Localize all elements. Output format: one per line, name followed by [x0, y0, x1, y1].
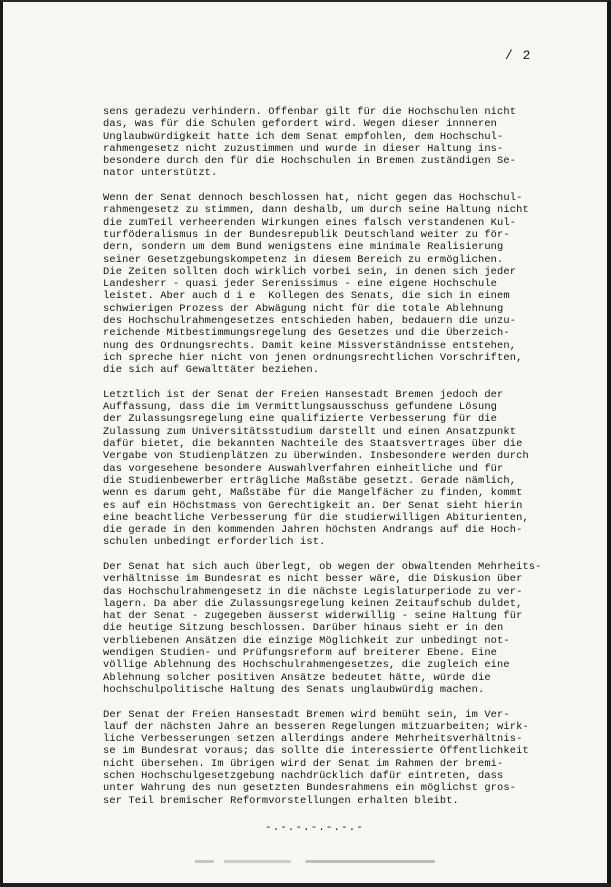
text-line: Auffassung, dass die im Vermittlungsausschuss gefundene Lösung: [103, 401, 498, 414]
text-line: eine beachtliche Verbesserung für die studierwilligen Abiturienten,: [103, 511, 529, 524]
text-line: die sich auf Gewalttäter beziehen.: [103, 364, 320, 377]
text-line: es auf ein Höchstmass von Gerechtigkeit an. Der Senat sieht hierin: [103, 499, 523, 512]
faded-stamp-mark: [195, 860, 435, 863]
text-line: ich spreche hier nicht von jenen ordnungsrechtlichen Vorschriften,: [103, 351, 523, 364]
text-line: des Hochschulrahmengesetzes entschieden haben, bedauern die unzu-: [103, 315, 517, 328]
text-line: se im Bundesrat voraus; das sollte die interessierte Öffentlichkeit: [103, 745, 529, 758]
page-number: / 2: [505, 48, 532, 63]
text-line: Die Zeiten sollten doch wirklich vorbei sein, in denen sich jeder: [103, 265, 517, 278]
text-line: lagern. Da aber die Zulassungsregelung keinen Zeitaufschub duldet,: [103, 597, 523, 610]
text-line: die zumTeil verheerenden Wirkungen eines falsch verstandenen Kul-: [103, 216, 517, 229]
text-line: hat der Senat - zugegeben äusserst widerwillig - seine Haltung für: [103, 610, 523, 623]
text-line: schwierigen Prozess der Abwägung nicht für die totale Ablehnung: [103, 302, 504, 315]
text-line: turföderalismus in der Bundesrepublik Deutschland weiter zu för-: [103, 228, 510, 241]
text-line: ser Teil bremischer Reformvorstellungen erhalten bleibt.: [103, 794, 459, 807]
text-line: Letztlich ist der Senat der Freien Hansestadt Bremen jedoch der: [103, 388, 504, 401]
text-line: lauf der nächsten Jahre an besseren Regelungen mitzuarbeiten; wirk-: [103, 720, 529, 733]
text-line: die Studienbewerber erträgliche Maßstäbe gesetzt. Gerade nämlich,: [103, 474, 517, 487]
text-line: Unglaubwürdigkeit hatte ich dem Senat empfohlen, dem Hochschul-: [103, 130, 504, 143]
paragraph-4: [103, 561, 573, 696]
paragraph-5: [103, 709, 573, 807]
scan-edge: [3, 883, 611, 887]
text-line: besondere durch den für die Hochschulen in Bremen zuständigen Se-: [103, 155, 517, 168]
text-line: dafür bietet, die bekannten Nachteile des Staatsvertrages über die: [103, 438, 523, 451]
text-line: wendigen Studien- und Prüfungsreform auf breiterer Ebene. Eine: [103, 647, 498, 660]
text-line: schulen unbedingt erforderlich ist.: [103, 536, 326, 549]
text-line: dern, sondern um dem Bund wenigstens eine minimale Realisierung: [103, 241, 504, 254]
text-line: sens geradezu verhindern. Offenbar gilt für die Hochschulen nicht: [103, 106, 517, 118]
end-of-text-mark: -.-.-.-.-.-.-: [265, 822, 364, 834]
text-line: rahmengesetz nicht zuzustimmen und wurde in dieser Haltung ins-: [103, 142, 504, 155]
text-line: Vergabe von Studienplätzen zu überwinden. Insbesondere werden durch: [103, 450, 529, 463]
text-line: Landesherr - quasi jeder Serenissimus - eine eigene Hochschule: [103, 278, 498, 291]
text-line: hochschulpolitische Haltung des Senats unglaubwürdig machen.: [103, 683, 485, 696]
text-line: das Hochschulrahmengesetz in die nächste Legislaturperiode zu ver-: [103, 585, 523, 598]
text-line: der Zulassungsregelung eine qualifizierte Verbesserung für die: [103, 413, 498, 426]
text-line: verbliebenen Ansätzen die einzige Möglichkeit zur unbedingt not-: [103, 634, 510, 647]
text-line: völlige Ablehnung des Hochschulrahmengesetzes, die zugleich eine: [103, 659, 510, 672]
text-line: nator unterstützt.: [103, 167, 218, 180]
paragraph-1: [103, 106, 573, 180]
paragraph-3: [103, 389, 573, 549]
text-line: die heutige Sitzung beschlossen. Darüber hinaus sieht er in den: [103, 622, 504, 635]
text-line: reichende Mitbestimmungsregelung des Gesetzes und die Überzeich-: [103, 327, 510, 340]
document-body: [103, 106, 573, 819]
text-line: wenn es darum geht, Maßstäbe für die Mangelfächer zu finden, kommt: [103, 487, 523, 500]
text-line: Der Senat der Freien Hansestadt Bremen wird bemüht sein, im Ver-: [103, 708, 510, 721]
text-line: das, was für die Schulen gefordert wird. Wegen dieser innneren: [103, 118, 498, 131]
text-line: rahmengesetz zu stimmen, dann deshalb, um durch seine Haltung nicht: [103, 204, 529, 217]
text-line: seiner Gesetzgebungskompetenz in diesem Bereich zu ermöglichen.: [103, 253, 504, 266]
text-line: die gerade in den kommenden Jahren höchsten Andrangs auf die Hoch-: [103, 524, 523, 537]
text-line: Zulassung zum Universitätsstudium darstellt und einen Ansatzpunkt: [103, 425, 517, 438]
paragraph-2: [103, 192, 573, 376]
text-line: Wenn der Senat dennoch beschlossen hat, nicht gegen das Hochschul-: [103, 192, 523, 205]
text-line: das vorgesehene besondere Auswahlverfahren einheitliche und für: [103, 462, 504, 475]
text-line: nung des Ordnungsrechts. Damit keine Missverständnisse entstehen,: [103, 339, 517, 352]
text-line: liche Verbesserungen setzen allerdings andere Mehrheitsverhältnis-: [103, 733, 523, 746]
text-line: nicht übersehen. Im übrigen wird der Senat im Rahmen der bremi-: [103, 757, 504, 770]
text-line: verhältnisse im Bundesrat es nicht besser wäre, die Diskusion über: [103, 573, 523, 586]
text-line: leistet. Aber auch d i e Kollegen des Senats, die sich in einem: [103, 290, 510, 303]
text-line: Der Senat hat sich auch überlegt, ob wegen der obwaltenden Mehrheits-: [103, 560, 542, 573]
text-line: Ablehnung solcher positiven Ansätze bedeutet hätte, würde die: [103, 671, 491, 684]
text-line: schen Hochschulgesetzgebung nachdrücklich dafür eintreten, dass: [103, 770, 504, 783]
text-line: unter Wahrung des nun gesetzten Bundesrahmens ein möglichst gros-: [103, 782, 517, 795]
